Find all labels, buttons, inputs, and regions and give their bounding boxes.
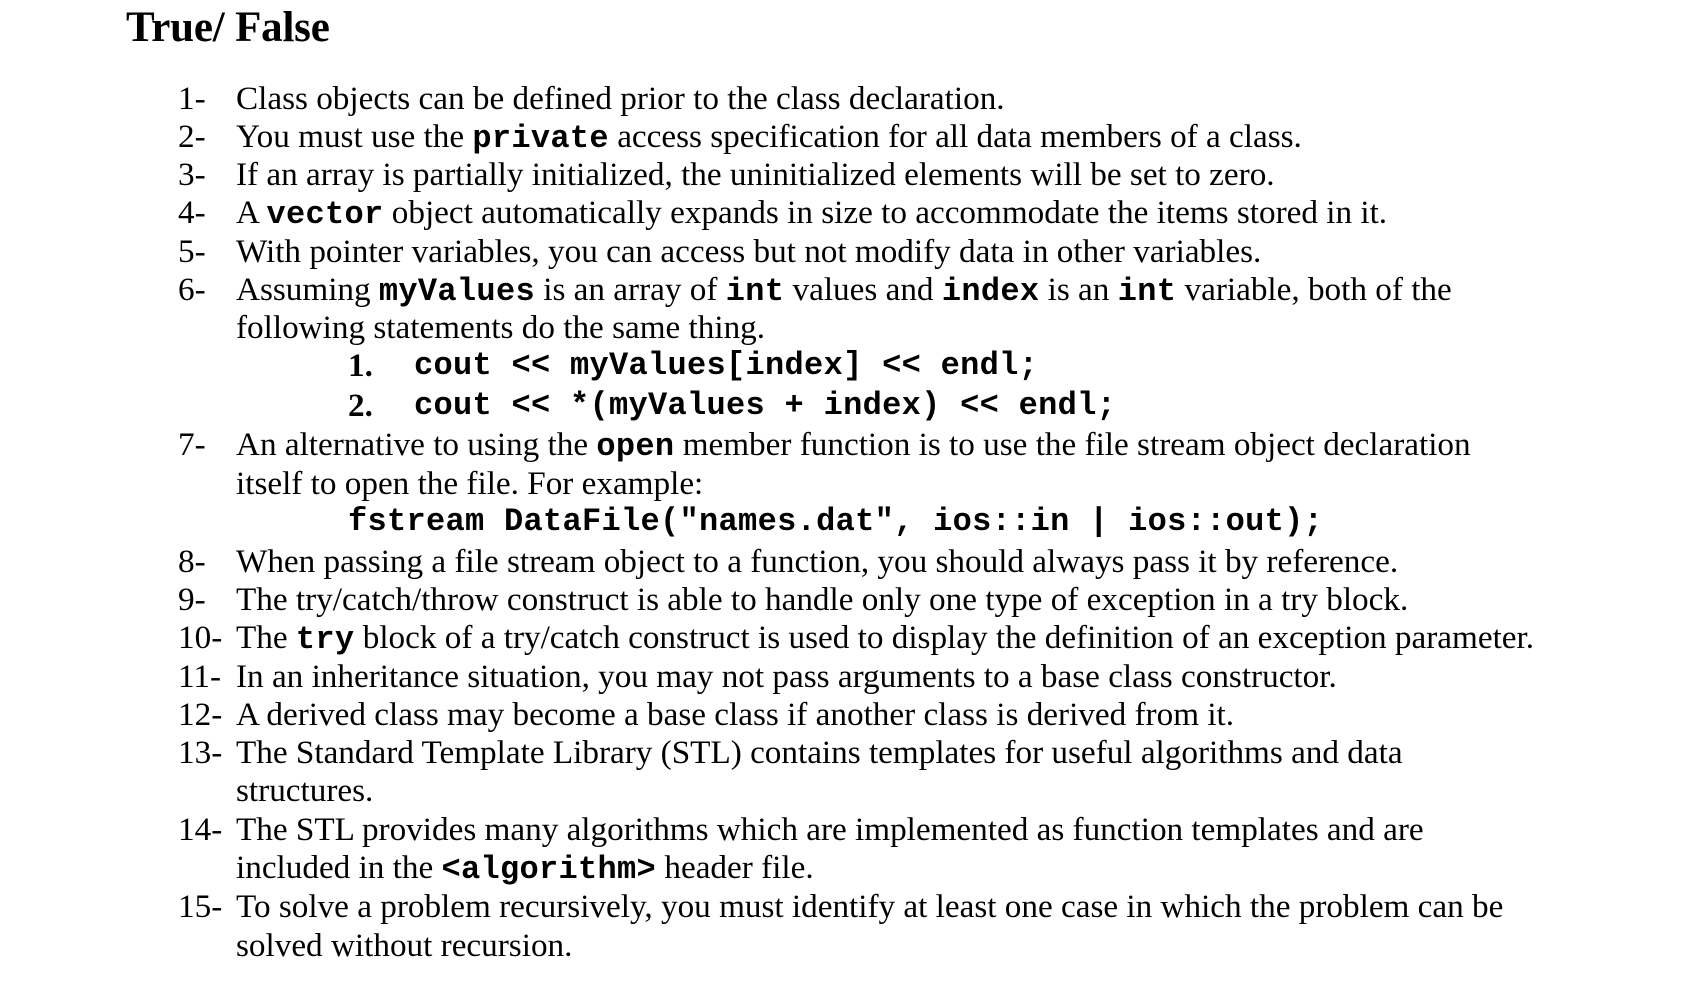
question-number: 5- (178, 233, 206, 270)
question-text: Class objects can be defined prior to the class declaration. (236, 80, 1005, 117)
example-code: fstream DataFile("names.dat", ios::in | ios::out); (348, 503, 1324, 540)
statement-code: cout << myValues[index] << endl; (414, 347, 1039, 384)
question-text: The STL provides many algorithms which are implemented as function templates and are (236, 811, 1424, 848)
code-term: int (1117, 273, 1177, 310)
question-number: 4- (178, 194, 206, 231)
question-number: 11- (178, 658, 222, 695)
question-text: A vector object automatically expands in size to accommodate the items stored in it. (236, 194, 1388, 233)
code-term: private (472, 120, 609, 157)
question-text: The try block of a try/catch construct is used to display the definition of an exception parameter. (236, 619, 1535, 658)
question-number: 15- (178, 888, 223, 925)
code-term: <algorithm> (441, 851, 657, 888)
statement-number: 2. (348, 387, 373, 424)
question-text-continuation: structures. (236, 772, 374, 809)
code-term: myValues (378, 273, 535, 310)
question-number: 1- (178, 80, 206, 117)
code-term: vector (266, 196, 384, 233)
question-text-continuation: included in the <algorithm> header file. (236, 849, 814, 888)
question-number: 3- (178, 156, 206, 193)
code-term: int (725, 273, 785, 310)
question-number: 2- (178, 118, 206, 155)
question-text-continuation: following statements do the same thing. (236, 309, 766, 346)
question-text: To solve a problem recursively, you must identify at least one case in which the problem can be (236, 888, 1504, 925)
question-number: 10- (178, 619, 223, 656)
question-text: The Standard Template Library (STL) contains templates for useful algorithms and data (236, 734, 1403, 771)
question-number: 6- (178, 271, 206, 308)
question-text: You must use the private access specification for all data members of a class. (236, 118, 1302, 157)
code-term: try (295, 621, 355, 658)
question-text: With pointer variables, you can access but not modify data in other variables. (236, 233, 1262, 270)
question-number: 9- (178, 581, 206, 618)
question-number: 14- (178, 811, 223, 848)
question-text: In an inheritance situation, you may not pass arguments to a base class constructor. (236, 658, 1337, 695)
question-text: An alternative to using the open member function is to use the file stream object declaration (236, 426, 1471, 465)
question-text-continuation: solved without recursion. (236, 927, 573, 964)
question-number: 8- (178, 543, 206, 580)
question-text: Assuming myValues is an array of int values and index is an int variable, both of the (236, 271, 1452, 310)
question-text: A derived class may become a base class if another class is derived from it. (236, 696, 1235, 733)
statement-number: 1. (348, 347, 373, 384)
statement-code: cout << *(myValues + index) << endl; (414, 387, 1117, 424)
page-title: True/ False (126, 4, 330, 51)
code-term: index (941, 273, 1040, 310)
question-text: If an array is partially initialized, the uninitialized elements will be set to zero. (236, 156, 1275, 193)
question-text-continuation: itself to open the file. For example: (236, 465, 704, 502)
question-number: 12- (178, 696, 223, 733)
question-number: 13- (178, 734, 223, 771)
code-term: open (596, 428, 675, 465)
question-number: 7- (178, 426, 206, 463)
question-text: When passing a file stream object to a function, you should always pass it by reference. (236, 543, 1399, 580)
question-text: The try/catch/throw construct is able to handle only one type of exception in a try block. (236, 581, 1409, 618)
